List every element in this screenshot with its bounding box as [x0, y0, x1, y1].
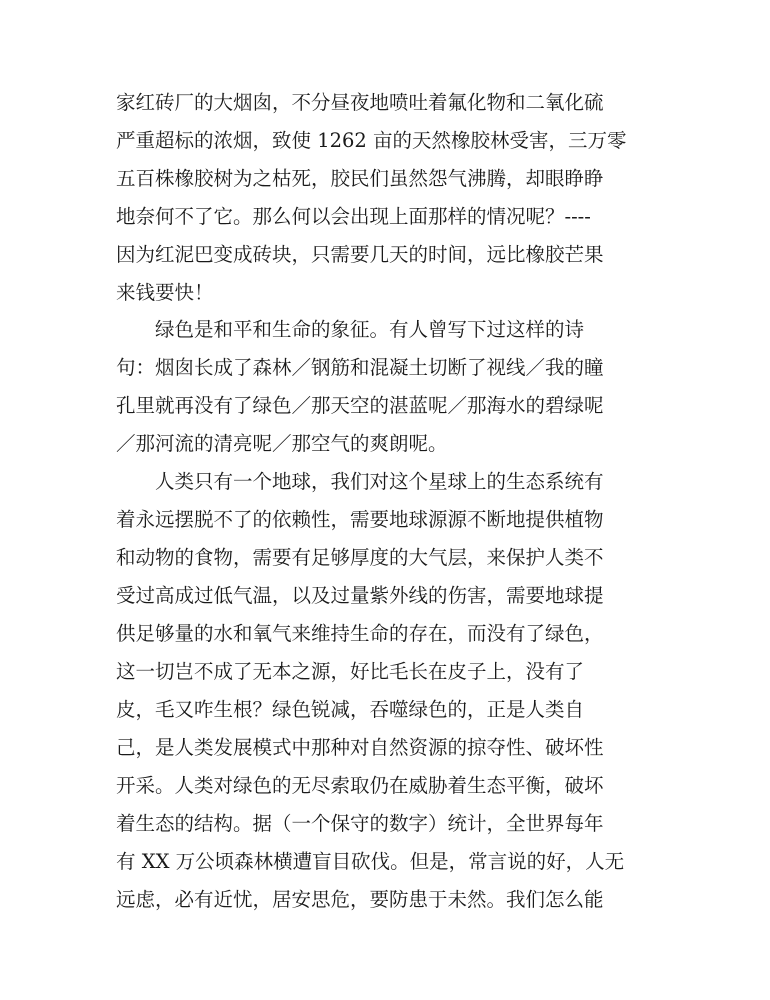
text-line: 皮，毛又咋生根？绿色锐减，吞噬绿色的，正是人类自	[116, 698, 585, 721]
text-line: 这一切岂不成了无本之源，好比毛长在皮子上，没有了	[116, 660, 585, 683]
text-line: 远虑，必有近忧，居安思危，要防患于未然。我们怎么能	[116, 888, 604, 911]
text-line: 己，是人类发展模式中那种对自然资源的掠夺性、破坏性	[116, 736, 604, 759]
text-line: 来钱要快！	[116, 281, 214, 304]
text-line: 五百株橡胶树为之枯死，胶民们虽然怨气沸腾，却眼睁睁	[116, 167, 604, 190]
text-line: 和动物的食物，需要有足够厚度的大气层，来保护人类不	[116, 546, 604, 569]
text-line: ／那河流的清亮呢／那空气的爽朗呢。	[116, 432, 448, 455]
paragraph-first-line: 绿色是和平和生命的象征。有人曾写下过这样的诗	[155, 318, 585, 341]
text-line: 供足够量的水和氧气来维持生命的存在，而没有了绿色，	[116, 622, 604, 645]
text-line: 受过高成过低气温，以及过量紫外线的伤害，需要地球提	[116, 584, 604, 607]
text-line: 孔里就再没有了绿色／那天空的湛蓝呢／那海水的碧绿呢	[116, 394, 604, 417]
text-line: 因为红泥巴变成砖块，只需要几天的时间，远比橡胶芒果	[116, 243, 604, 266]
text-line: 句：烟囱长成了森林／钢筋和混凝土切断了视线／我的瞳	[116, 356, 604, 379]
text-line: 严重超标的浓烟，致使 1262 亩的天然橡胶林受害，三万零	[116, 129, 627, 152]
text-line: 着生态的结构。据（一个保守的数字）统计，全世界每年	[116, 812, 604, 835]
text-line: 着永远摆脱不了的依赖性，需要地球源源不断地提供植物	[116, 508, 604, 531]
text-line: 有 XX 万公顷森林横遭盲目砍伐。但是，常言说的好，人无	[116, 850, 625, 873]
text-line: 家红砖厂的大烟囱，不分昼夜地喷吐着氟化物和二氧化硫	[116, 91, 604, 114]
text-line: 地奈何不了它。那么何以会出现上面那样的情况呢？----	[116, 205, 591, 228]
text-line: 开采。人类对绿色的无尽索取仍在威胁着生态平衡，破坏	[116, 774, 604, 797]
paragraph-first-line: 人类只有一个地球，我们对这个星球上的生态系统有	[155, 470, 604, 493]
